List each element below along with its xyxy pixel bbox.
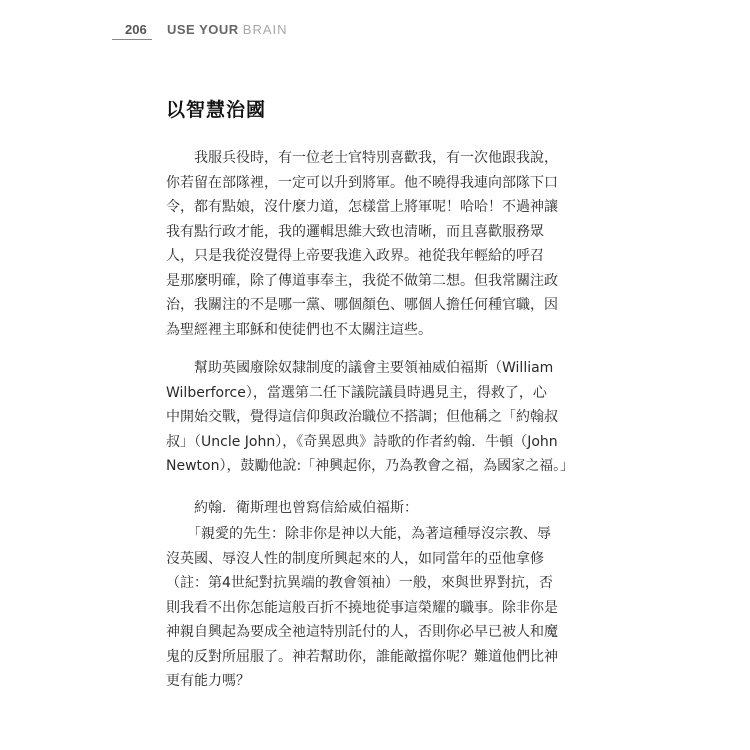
text-line: 為聖經裡主耶穌和使徒們也不太關注這些。	[166, 321, 432, 338]
text-line: 約翰．衛斯理也曾寫信給威伯福斯：	[166, 500, 418, 516]
text-line: 是那麼明確，除了傳道事奉主，我從不做第二想。但我常關注政	[166, 272, 558, 289]
text-line: 則我看不出你怎能這般百折不撓地從事這榮耀的職事。除非你是	[166, 599, 558, 616]
paragraph-wilberforce	[166, 356, 586, 479]
text-line: 我服兵役時，有一位老士官特別喜歡我，有一次他跟我說，	[166, 150, 558, 166]
text-line: 叔」（Uncle John），《奇異恩典》詩歌的作者約翰．牛頓（John	[166, 433, 558, 450]
series-title	[167, 22, 288, 37]
text-line: 治，我關注的不是哪一黨、哪個顏色、哪個人擔任何種官職，因	[166, 297, 558, 313]
text-line: 人，只是我從沒覺得上帝要我進入政界。祂從我年輕給的呼召	[166, 248, 544, 264]
text-line: 「親愛的先生：除非你是神以大能，為著這種辱沒宗教、辱	[166, 526, 551, 542]
text-line: Wilberforce），當選第二任下議院議員時遇見主，得救了，心	[166, 384, 547, 401]
text-line: （註：第4世紀對抗異端的教會領袖）一般，來與世界對抗，否	[166, 575, 553, 591]
page-number: 206	[125, 22, 147, 37]
text-line: 幫助英國廢除奴隸制度的議會主要領袖威伯福斯（William	[166, 360, 554, 376]
text-line: 你若留在部隊裡，一定可以升到將軍。他不曉得我連向部隊下口	[166, 174, 558, 191]
header-rule	[112, 39, 152, 40]
text-line: 鬼的反對所屈服了。神若幫助你，誰能敵擋你呢？難道他們比神	[166, 648, 558, 665]
text-line: 我有點行政才能，我的邏輯思維大致也清晰，而且喜歡服務眾	[166, 223, 544, 240]
series-title-brain: BRAIN	[242, 22, 288, 37]
text-line: Newton），鼓勵他說:「神興起你，乃為教會之福，為國家之福。」	[166, 458, 575, 474]
section-heading: 以智慧治國	[166, 99, 267, 121]
series-title-prefix: USE YOUR	[167, 22, 243, 37]
text-line: 令，都有點娘，沒什麼力道，怎樣當上將軍呢！哈哈！不過神讓	[166, 199, 558, 215]
text-line: 沒英國、辱沒人性的制度所興起來的人，如同當年的亞他拿修	[166, 550, 544, 567]
text-line: 更有能力嗎？	[166, 673, 250, 689]
paragraph-military-service	[166, 146, 586, 342]
paragraph-wesley-intro	[166, 496, 586, 521]
running-head	[112, 20, 332, 42]
text-line: 中開始交戰，覺得這信仰與政治職位不搭調；但他稱之「約翰叔	[166, 409, 558, 425]
text-line: 神親自興起為要成全祂這特別託付的人，否則你必早已被人和魔	[166, 624, 558, 640]
paragraph-wesley-letter	[166, 522, 586, 694]
